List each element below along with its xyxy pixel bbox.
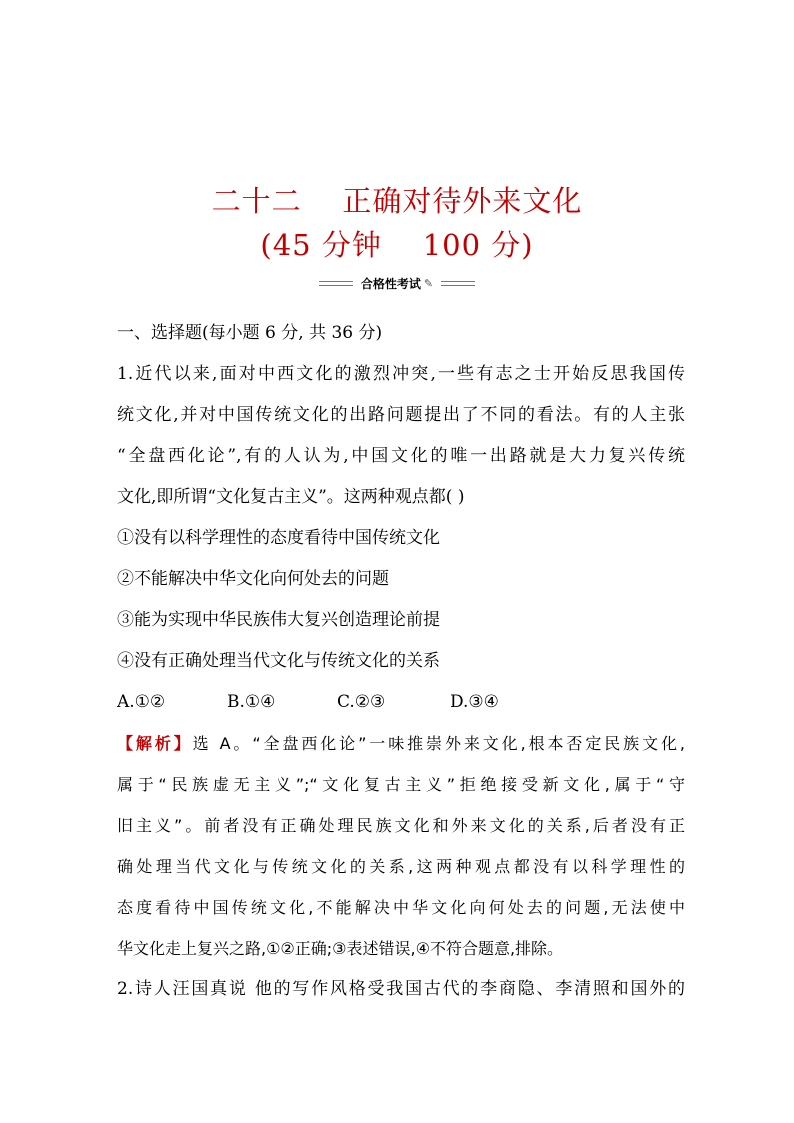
option-c: C.②③ — [337, 692, 386, 712]
q1-stem-line: 1.近代以来,面对中西文化的激烈冲突,一些有志之士开始反思我国传 — [117, 364, 685, 384]
analysis-text: 选 A。“全盘西化论”一味推崇外来文化,根本否定民族文化, — [192, 734, 685, 753]
q2-stem-line: 2.诗人汪国真说 他的写作风格受我国古代的李商隐、李清照和国外的 — [117, 979, 685, 999]
question-content — [117, 313, 685, 1010]
analysis-line: 属于“民族虚无主义”;“文化复古主义”拒绝接受新文化,属于“守 — [117, 775, 685, 794]
option-a: A.①② — [117, 692, 166, 712]
q1-stem-line: 统文化,并对中国传统文化的出路问题提出了不同的看法。有的人主张 — [117, 405, 685, 425]
analysis-line: 确处理当代文化与传统文化的关系,这两种观点都没有以科学理性的 — [117, 857, 685, 876]
analysis-label: 【解析】 — [117, 734, 193, 753]
document-title: 二十二 正确对待外来文化 — [211, 184, 583, 218]
pencil-icon: ✎ — [423, 276, 434, 290]
q1-stem-line: “全盘西化论”,有的人认为,中国文化的唯一出路就是大力复兴传统 — [117, 446, 685, 466]
right-double-rule — [441, 281, 475, 286]
q1-statement: ③能为实现中华民族伟大复兴创造理论前提 — [117, 610, 440, 630]
exam-type-bar — [0, 273, 794, 293]
option-b: B.①④ — [227, 692, 276, 712]
section-heading: 一、选择题(每小题 6 分, 共 36 分) — [117, 323, 383, 343]
analysis-line: 态度看待中国传统文化,不能解决中华文化向何处去的问题,无法使中 — [117, 898, 685, 917]
analysis-line — [117, 723, 685, 764]
option-d: D.③④ — [450, 692, 499, 712]
left-double-rule — [319, 281, 353, 286]
q1-options — [117, 682, 685, 723]
q1-statement: ②不能解决中华文化向何处去的问题 — [117, 569, 389, 589]
document-subtitle-time-score: (45 分钟 100 分) — [260, 228, 534, 262]
analysis-line: 旧主义”。前者没有正确处理民族文化和外来文化的关系,后者没有正 — [117, 816, 685, 835]
q1-statement: ①没有以科学理性的态度看待中国传统文化 — [117, 528, 440, 548]
analysis-line: 华文化走上复兴之路,①②正确;③表述错误,④不符合题意,排除。 — [117, 939, 564, 958]
q1-stem-line: 文化,即所谓“文化复古主义”。这两种观点都( ) — [117, 487, 465, 507]
exam-type-label: 合格性考试 — [360, 276, 421, 291]
q1-statement: ④没有正确处理当代文化与传统文化的关系 — [117, 651, 440, 671]
